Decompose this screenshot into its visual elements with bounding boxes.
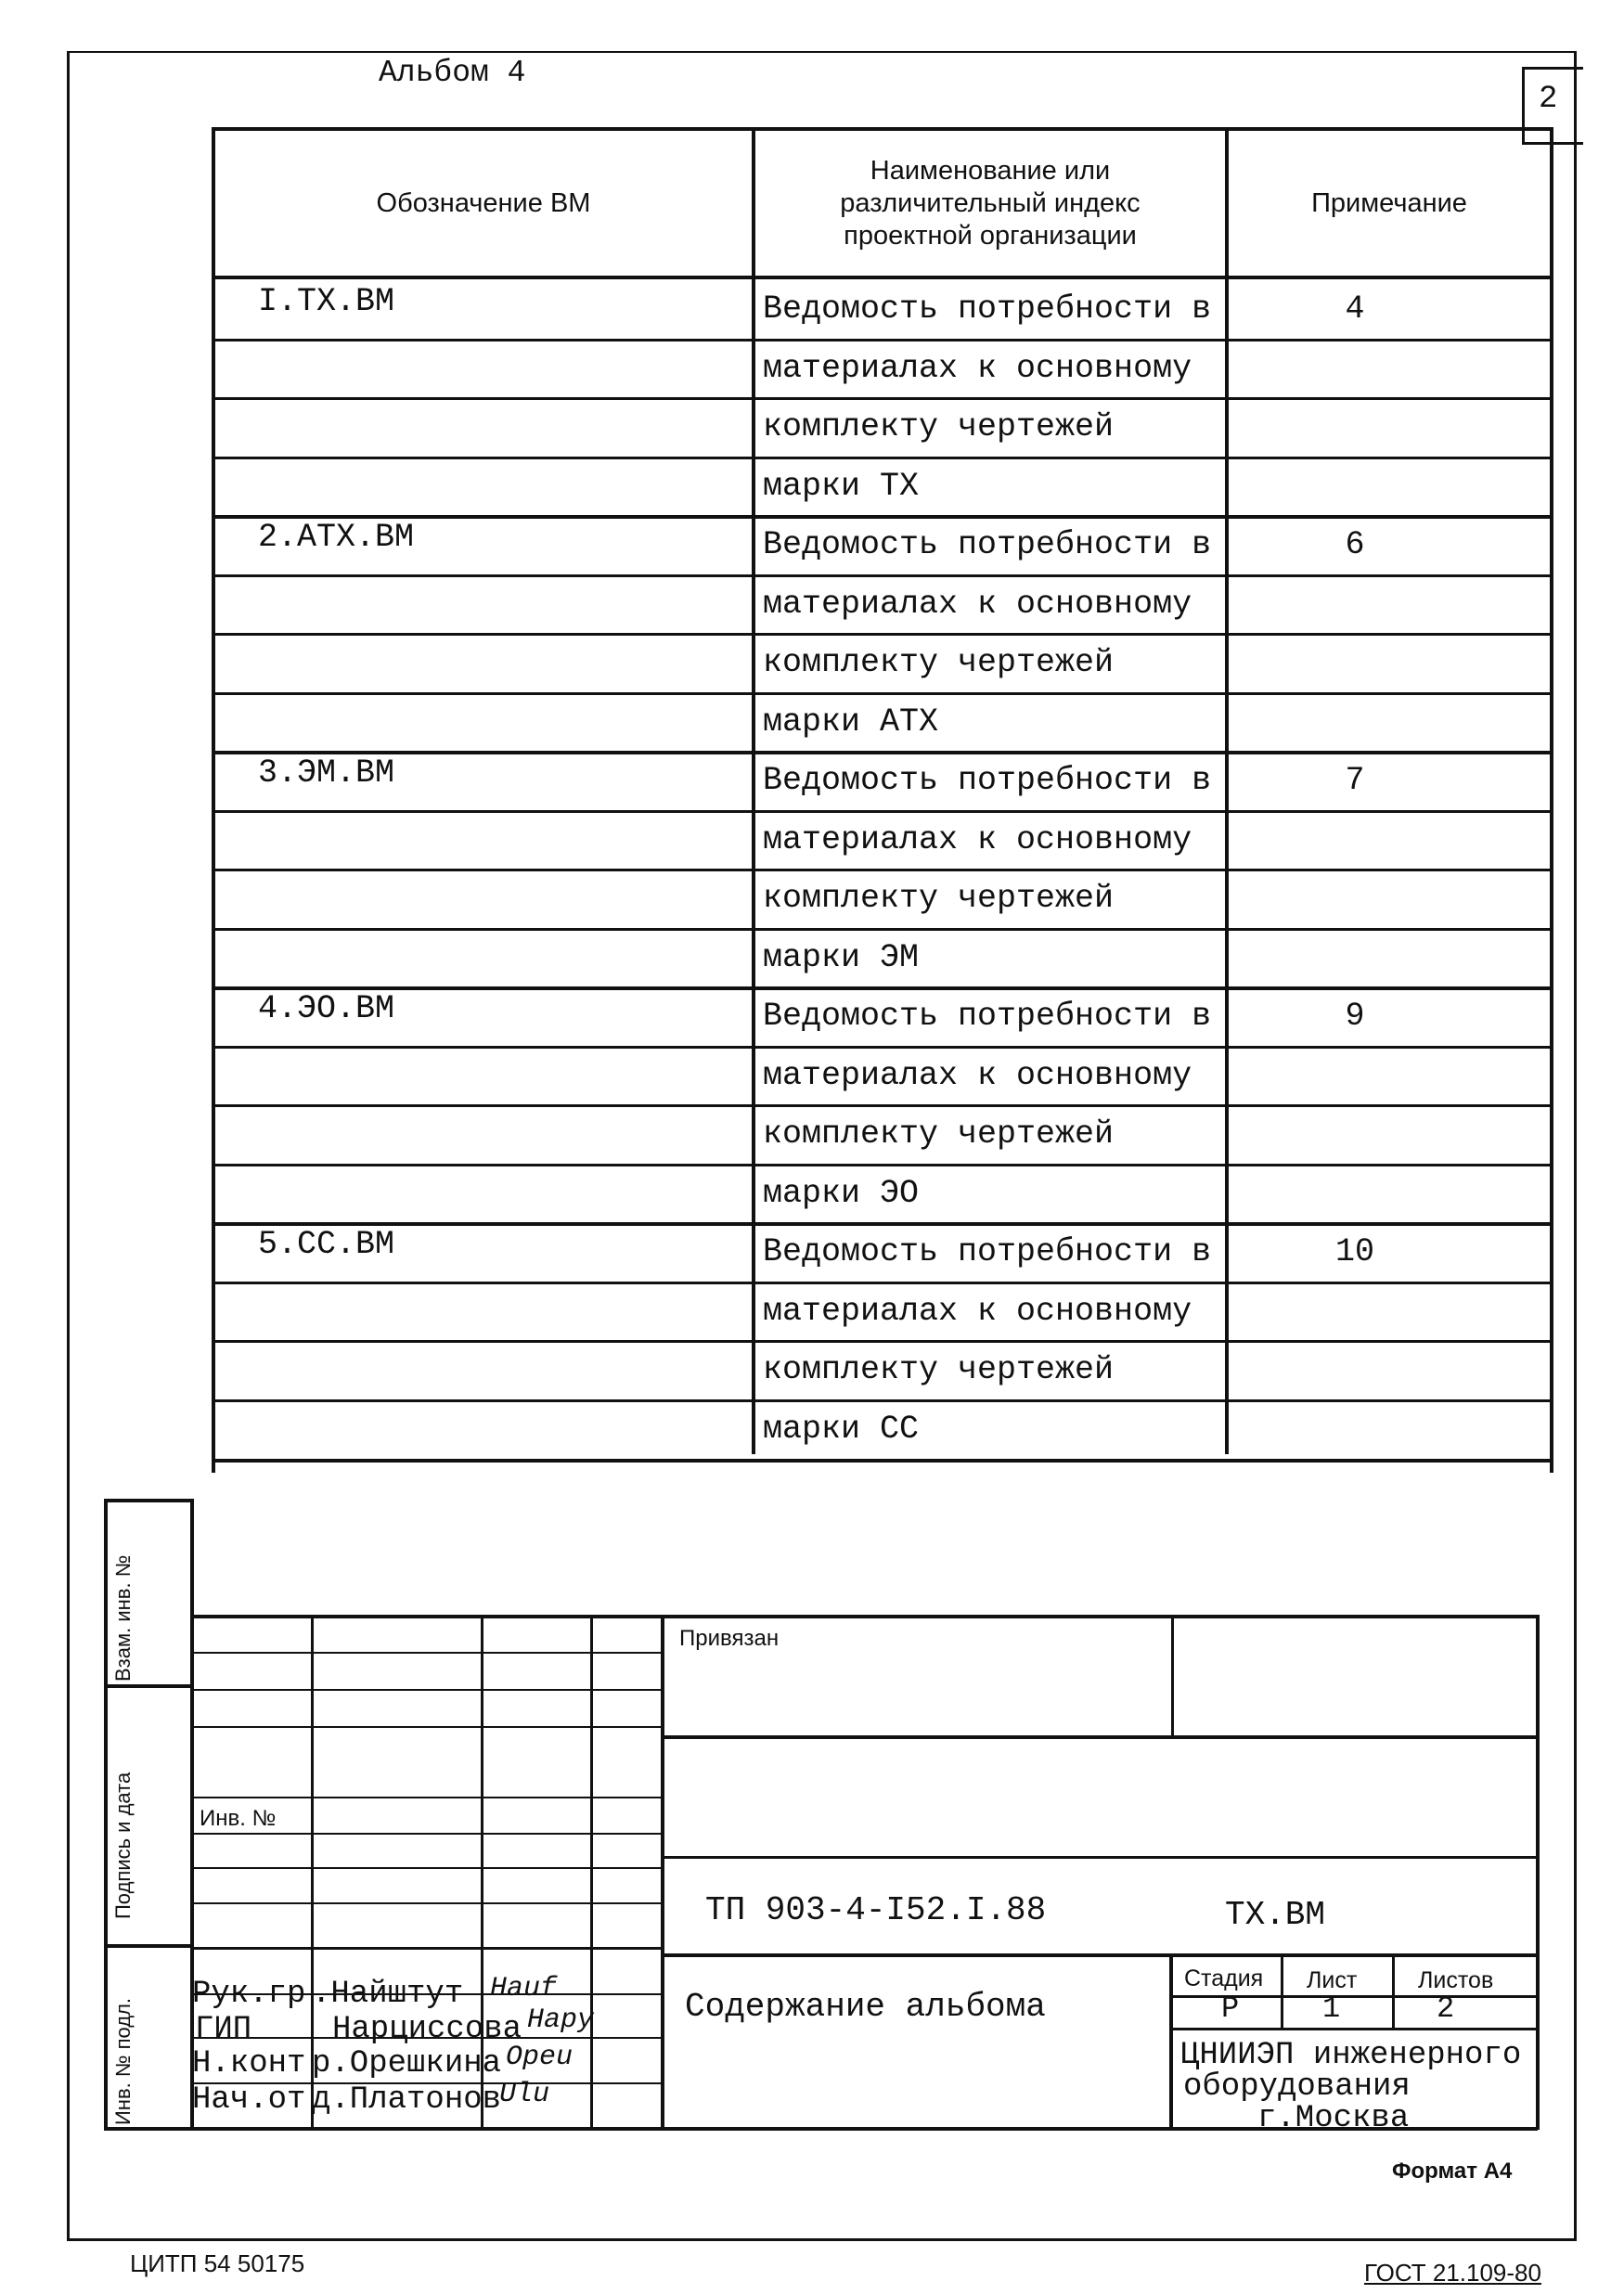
row-note: 6 (1345, 526, 1365, 563)
inv-no-label: Инв. № (200, 1806, 277, 1831)
sheets-label: Листов (1418, 1967, 1494, 1993)
row-name-text: Ведомость потребности в (763, 290, 1212, 328)
bottom-left-code: ЦИТП 54 50175 (130, 2249, 305, 2277)
signer-role: ГИП (195, 2012, 252, 2047)
row-name-text: комплекту чертежей (763, 880, 1115, 917)
album-label: Альбом 4 (379, 56, 526, 90)
mark-code: ТХ.ВМ (1225, 1896, 1326, 1934)
row-name-text: материалах к основному (763, 1057, 1192, 1094)
document-title: Содержание альбома (685, 1988, 1046, 2026)
row-name-text: материалах к основному (763, 586, 1192, 623)
row-name-text: марки СС (763, 1411, 920, 1448)
signer-signature: Opeu (506, 2042, 574, 2073)
row-note: 4 (1345, 290, 1365, 328)
sheets-value: 2 (1437, 1991, 1455, 2026)
header-designation: Обозначение ВМ (376, 187, 591, 218)
privyazan-label: Привязан (679, 1626, 780, 1651)
signer-signature: Hauf (490, 1973, 558, 2004)
row-note: 10 (1334, 1233, 1374, 1270)
org-line-3: г.Москва (1257, 2101, 1410, 2136)
row-designation: 4.ЭО.ВМ (258, 990, 395, 1027)
signer-role: Нач.от (192, 2082, 306, 2118)
signer-name: р.Орешкина (312, 2046, 502, 2081)
row-designation: 5.СС.ВМ (258, 1226, 395, 1263)
sheet-value: 1 (1322, 1991, 1341, 2026)
row-name-text: Ведомость потребности в (763, 526, 1212, 563)
row-name-text: комплекту чертежей (763, 644, 1115, 681)
row-name-text: марки ТХ (763, 468, 920, 505)
signer-signature: Ulu (499, 2079, 550, 2110)
row-note: 7 (1345, 762, 1365, 799)
signer-role: Н.конт (192, 2046, 306, 2081)
stage-value: Р (1221, 1991, 1240, 2026)
row-name-text: материалах к основному (763, 350, 1192, 387)
org-line-2: оборудования (1183, 2069, 1411, 2105)
row-name-text: материалах к основному (763, 821, 1192, 858)
row-note: 9 (1345, 998, 1365, 1035)
row-designation: 2.АТХ.ВМ (258, 519, 415, 556)
row-name-text: Ведомость потребности в (763, 998, 1212, 1035)
row-name-text: комплекту чертежей (763, 408, 1115, 445)
side-label-inv-podl: Инв. № подл. (111, 1997, 135, 2125)
row-name-text: Ведомость потребности в (763, 762, 1212, 799)
format-label: Формат А4 (1392, 2159, 1513, 2184)
row-name-text: Ведомость потребности в (763, 1233, 1212, 1270)
signer-name: .Найштут (312, 1977, 464, 2012)
header-name: Наименование или различительный индекс проектной организации (840, 155, 1141, 251)
side-label-vzam: Взам. инв. № (111, 1554, 135, 1682)
row-designation: I.ТХ.ВМ (258, 283, 395, 320)
sheet-corner-number: 2 (1539, 82, 1558, 117)
signer-signature: Hapy (527, 2004, 595, 2036)
row-name-text: материалах к основному (763, 1293, 1192, 1330)
signer-role: Рук.гр (192, 1977, 306, 2012)
signer-name: д.Платонов (312, 2082, 502, 2118)
org-line-1: ЦНИИЭП инженерного (1180, 2038, 1522, 2073)
sheet-label: Лист (1307, 1967, 1358, 1993)
row-designation: 3.ЭМ.ВМ (258, 754, 395, 792)
row-name-text: марки ЭО (763, 1175, 920, 1212)
stage-label: Стадия (1184, 1965, 1264, 1991)
signer-name: Нарциссова (332, 2012, 522, 2047)
row-name-text: марки ЭМ (763, 939, 920, 976)
row-name-text: комплекту чертежей (763, 1351, 1115, 1388)
side-label-podpis: Подпись и дата (111, 1772, 135, 1919)
bottom-right-gost: ГОСТ 21.109-80 (1364, 2259, 1541, 2287)
row-name-text: комплекту чертежей (763, 1115, 1115, 1153)
row-name-text: марки АТХ (763, 703, 939, 741)
header-note: Примечание (1311, 187, 1467, 218)
document-code: ТП 903-4-I52.I.88 (705, 1891, 1047, 1929)
